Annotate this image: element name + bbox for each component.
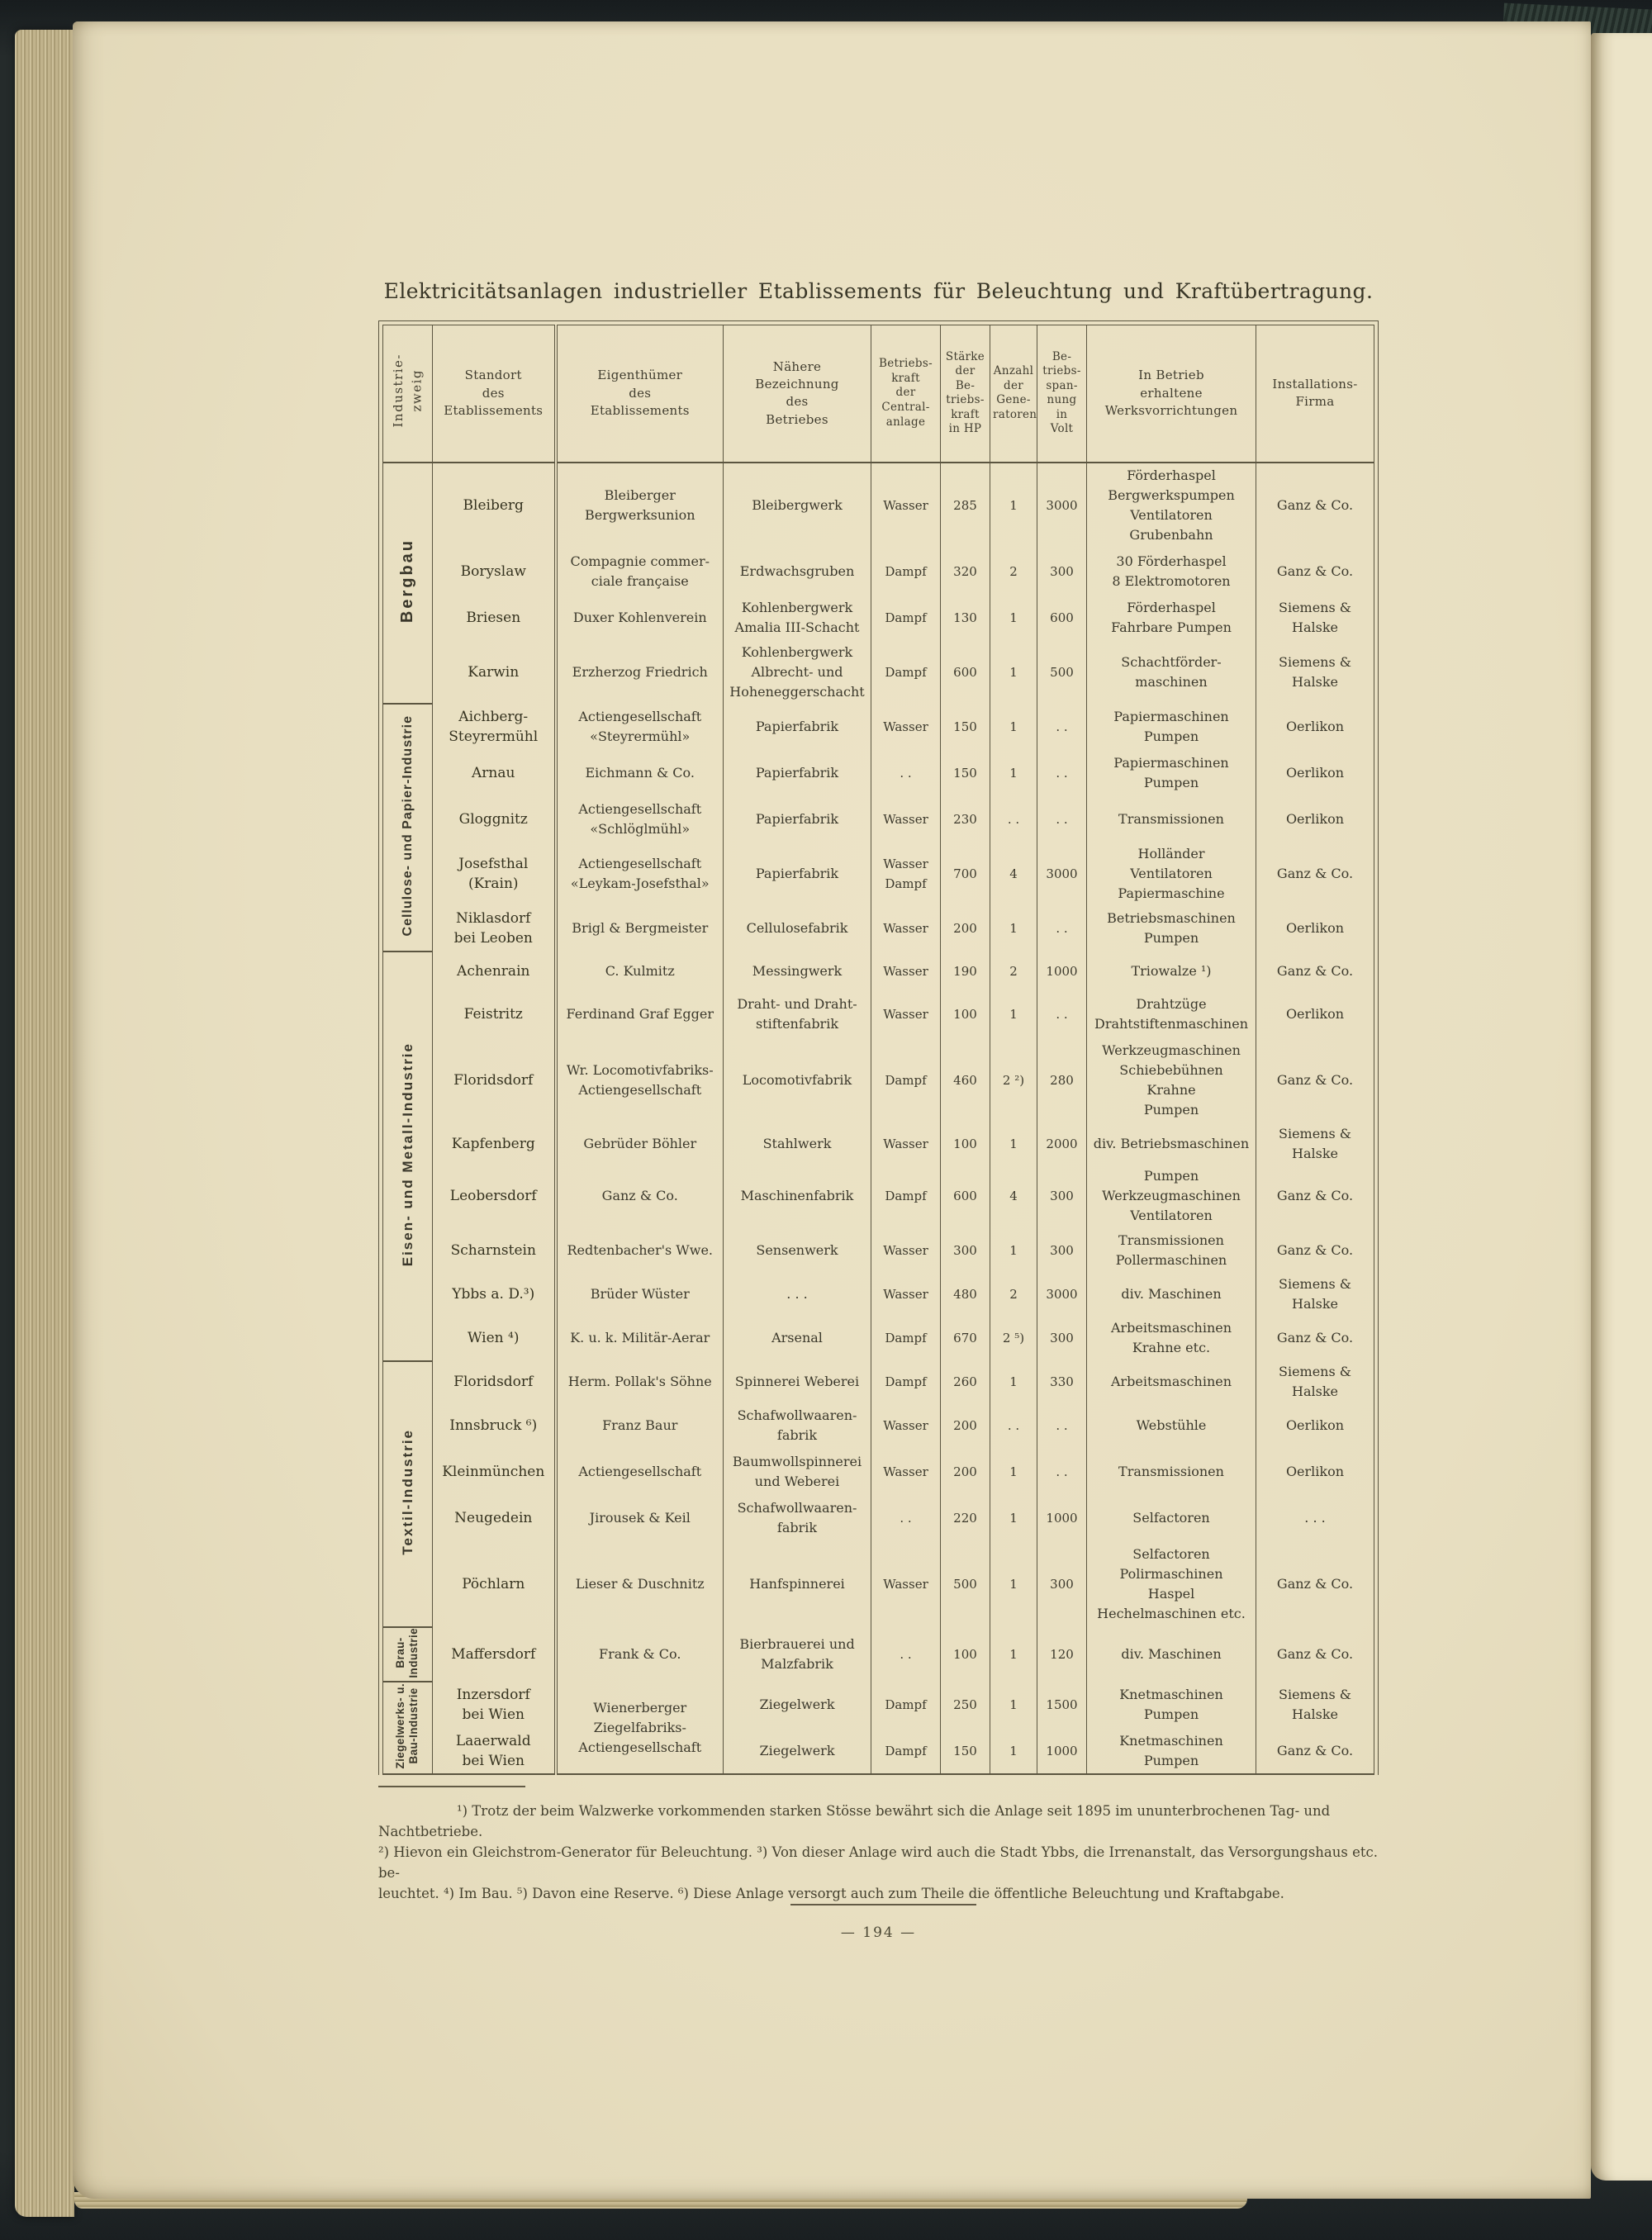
cell-bezeichnung: Draht- und Draht- stiftenfabrik xyxy=(724,991,871,1037)
table-row xyxy=(383,952,1374,991)
cell-volt: 3000 xyxy=(1037,842,1087,905)
cell-hp: 670 xyxy=(941,1315,990,1361)
cell-eigenthuemer: Actiengesellschaft «Leykam-Josefsthal» xyxy=(556,842,724,905)
cell-werksvorrichtungen: Transmissionen xyxy=(1087,796,1256,842)
cell-betriebskraft: Wasser xyxy=(871,1227,941,1274)
cell-eigenthuemer: Bleiberger Bergwerksunion xyxy=(556,463,724,548)
cell-standort: Kapfenberg xyxy=(433,1123,556,1165)
cell-hp: 460 xyxy=(941,1037,990,1123)
cell-hp: 600 xyxy=(941,641,990,704)
industry-table-frame xyxy=(378,320,1379,1775)
cell-volt: . . xyxy=(1037,704,1087,750)
cell-generatoren: 1 xyxy=(990,704,1037,750)
page-number: — 194 — xyxy=(840,1924,917,1941)
cell-betriebskraft: Wasser xyxy=(871,991,941,1037)
cell-standort: Neugedein xyxy=(433,1495,556,1541)
cell-generatoren: 1 xyxy=(990,1227,1037,1274)
cell-bezeichnung: Bierbrauerei und Malzfabrik xyxy=(724,1627,871,1682)
column-header-betriebskraft: Betriebs- kraft der Central- anlage xyxy=(871,325,941,463)
cell-generatoren: 1 xyxy=(990,991,1037,1037)
cell-betriebskraft: . . xyxy=(871,1495,941,1541)
cell-werksvorrichtungen: Betriebsmaschinen Pumpen xyxy=(1087,905,1256,952)
table-row xyxy=(383,1037,1374,1123)
table-row xyxy=(383,595,1374,641)
cell-eigenthuemer: Compagnie commer- ciale française xyxy=(556,548,724,595)
cell-werksvorrichtungen: Triowalze ¹) xyxy=(1087,952,1256,991)
cell-generatoren: 2 ²) xyxy=(990,1037,1037,1123)
cell-eigenthuemer: Brüder Wüster xyxy=(556,1274,724,1315)
cell-betriebskraft: Wasser Dampf xyxy=(871,842,941,905)
cell-volt: 1000 xyxy=(1037,952,1087,991)
cell-standort: Innsbruck ⁶) xyxy=(433,1402,556,1449)
cell-firma: Ganz & Co. xyxy=(1256,1037,1374,1123)
cell-firma: Siemens & Halske xyxy=(1256,1274,1374,1315)
cell-firma: Ganz & Co. xyxy=(1256,952,1374,991)
cell-eigenthuemer: Duxer Kohlenverein xyxy=(556,595,724,641)
cell-bezeichnung: Schafwollwaaren- fabrik xyxy=(724,1402,871,1449)
cell-volt: 3000 xyxy=(1037,1274,1087,1315)
cell-eigenthuemer: K. u. k. Militär-Aerar xyxy=(556,1315,724,1361)
cell-generatoren: 1 xyxy=(990,1449,1037,1495)
cell-werksvorrichtungen: Selfactoren Polirmaschinen Haspel Hechelmaschinen etc. xyxy=(1087,1541,1256,1627)
cell-werksvorrichtungen: Drahtzüge Drahtstiftenmaschinen xyxy=(1087,991,1256,1037)
cell-betriebskraft: Wasser xyxy=(871,704,941,750)
cell-bezeichnung: Ziegelwerk xyxy=(724,1728,871,1774)
cell-volt: 600 xyxy=(1037,595,1087,641)
cell-eigenthuemer: Wienerberger Ziegelfabriks- Actiengesellschaft xyxy=(556,1682,724,1774)
cell-standort: Achenrain xyxy=(433,952,556,991)
cell-bezeichnung: . . . xyxy=(724,1274,871,1315)
cell-hp: 100 xyxy=(941,991,990,1037)
cell-standort: Josefsthal (Krain) xyxy=(433,842,556,905)
cell-firma: Ganz & Co. xyxy=(1256,1315,1374,1361)
group-label-text: Cellulose- und Papier-Industrie xyxy=(400,714,415,937)
cell-volt: 300 xyxy=(1037,1541,1087,1627)
cell-firma: Ganz & Co. xyxy=(1256,842,1374,905)
cell-hp: 200 xyxy=(941,1449,990,1495)
cell-standort: Leobersdorf xyxy=(433,1165,556,1227)
cell-hp: 130 xyxy=(941,595,990,641)
cell-bezeichnung: Papierfabrik xyxy=(724,796,871,842)
table-row xyxy=(383,1627,1374,1682)
cell-eigenthuemer: Redtenbacher's Wwe. xyxy=(556,1227,724,1274)
cell-betriebskraft: Wasser xyxy=(871,905,941,952)
cell-betriebskraft: Wasser xyxy=(871,1402,941,1449)
table-row xyxy=(383,1449,1374,1495)
page-title: Elektricitätsanlagen industrieller Etablissements für Beleuchtung und Kraftübertragung. xyxy=(383,279,1374,303)
cell-generatoren: . . xyxy=(990,796,1037,842)
cell-firma: Oerlikon xyxy=(1256,905,1374,952)
cell-werksvorrichtungen: Arbeitsmaschinen xyxy=(1087,1361,1256,1402)
table-row xyxy=(383,463,1374,548)
column-header-eigenthuemer: Eigenthümer des Etablissements xyxy=(556,325,724,463)
cell-bezeichnung: Papierfabrik xyxy=(724,704,871,750)
cell-bezeichnung: Schafwollwaaren- fabrik xyxy=(724,1495,871,1541)
cell-generatoren: 2 xyxy=(990,1274,1037,1315)
industry-table xyxy=(382,325,1374,1775)
cell-firma: . . . xyxy=(1256,1495,1374,1541)
cell-bezeichnung: Arsenal xyxy=(724,1315,871,1361)
page-stack-left-edge xyxy=(15,30,74,2217)
cell-generatoren: 1 xyxy=(990,641,1037,704)
cell-betriebskraft: Wasser xyxy=(871,1274,941,1315)
cell-firma: Siemens & Halske xyxy=(1256,595,1374,641)
facing-page-edge xyxy=(1591,33,1652,2181)
cell-werksvorrichtungen: Webstühle xyxy=(1087,1402,1256,1449)
cell-generatoren: 1 xyxy=(990,1627,1037,1682)
cell-hp: 220 xyxy=(941,1495,990,1541)
cell-firma: Ganz & Co. xyxy=(1256,1541,1374,1627)
cell-bezeichnung: Hanfspinnerei xyxy=(724,1541,871,1627)
cell-hp: 230 xyxy=(941,796,990,842)
cell-werksvorrichtungen: Transmissionen xyxy=(1087,1449,1256,1495)
cell-bezeichnung: Kohlenbergwerk Albrecht- und Hoheneggerschacht xyxy=(724,641,871,704)
cell-standort: Maffersdorf xyxy=(433,1627,556,1682)
cell-volt: 300 xyxy=(1037,1227,1087,1274)
cell-bezeichnung: Baumwollspinnerei und Weberei xyxy=(724,1449,871,1495)
cell-volt: 1000 xyxy=(1037,1495,1087,1541)
cell-volt: . . xyxy=(1037,905,1087,952)
cell-werksvorrichtungen: Arbeitsmaschinen Krahne etc. xyxy=(1087,1315,1256,1361)
cell-standort: Aichberg- Steyrermühl xyxy=(433,704,556,750)
cell-werksvorrichtungen: Knetmaschinen Pumpen xyxy=(1087,1728,1256,1774)
cell-betriebskraft: Wasser xyxy=(871,463,941,548)
cell-werksvorrichtungen: div. Maschinen xyxy=(1087,1274,1256,1315)
cell-standort: Floridsdorf xyxy=(433,1361,556,1402)
cell-bezeichnung: Erdwachsgruben xyxy=(724,548,871,595)
cell-standort: Feistritz xyxy=(433,991,556,1037)
table-row xyxy=(383,1728,1374,1774)
cell-firma: Ganz & Co. xyxy=(1256,1627,1374,1682)
cell-bezeichnung: Kohlenbergwerk Amalia III-Schacht xyxy=(724,595,871,641)
cell-hp: 500 xyxy=(941,1541,990,1627)
cell-bezeichnung: Papierfabrik xyxy=(724,842,871,905)
cell-volt: . . xyxy=(1037,796,1087,842)
cell-standort: Kleinmünchen xyxy=(433,1449,556,1495)
cell-hp: 285 xyxy=(941,463,990,548)
group-label-cellulose-papier xyxy=(383,704,433,952)
cell-firma: Oerlikon xyxy=(1256,1402,1374,1449)
group-label-brau xyxy=(383,1627,433,1682)
cell-generatoren: 4 xyxy=(990,842,1037,905)
group-label-eisen-metall xyxy=(383,952,433,1361)
cell-eigenthuemer: Herm. Pollak's Söhne xyxy=(556,1361,724,1402)
cell-eigenthuemer: Actiengesellschaft xyxy=(556,1449,724,1495)
cell-bezeichnung: Cellulosefabrik xyxy=(724,905,871,952)
column-header-installations-firma: Installations- Firma xyxy=(1256,325,1374,463)
cell-bezeichnung: Sensenwerk xyxy=(724,1227,871,1274)
cell-eigenthuemer: C. Kulmitz xyxy=(556,952,724,991)
cell-generatoren: 1 xyxy=(990,595,1037,641)
cell-hp: 600 xyxy=(941,1165,990,1227)
cell-bezeichnung: Spinnerei Weberei xyxy=(724,1361,871,1402)
cell-betriebskraft: Dampf xyxy=(871,1682,941,1728)
table-row xyxy=(383,641,1374,704)
cell-volt: . . xyxy=(1037,1402,1087,1449)
cell-standort: Ybbs a. D.³) xyxy=(433,1274,556,1315)
cell-betriebskraft: Dampf xyxy=(871,1037,941,1123)
cell-standort: Karwin xyxy=(433,641,556,704)
cell-standort: Niklasdorf bei Leoben xyxy=(433,905,556,952)
table-row xyxy=(383,1682,1374,1728)
cell-eigenthuemer: Eichmann & Co. xyxy=(556,750,724,796)
cell-eigenthuemer: Frank & Co. xyxy=(556,1627,724,1682)
cell-werksvorrichtungen: Werkzeugmaschinen Schiebebühnen Krahne Pumpen xyxy=(1087,1037,1256,1123)
column-header-staerke-hp: Stärke der Be- triebs- kraft in HP xyxy=(941,325,990,463)
table-row xyxy=(383,1361,1374,1402)
table-row xyxy=(383,1123,1374,1165)
cell-hp: 250 xyxy=(941,1682,990,1728)
cell-volt: . . xyxy=(1037,1449,1087,1495)
cell-hp: 300 xyxy=(941,1227,990,1274)
table-row xyxy=(383,796,1374,842)
cell-standort: Floridsdorf xyxy=(433,1037,556,1123)
table-row xyxy=(383,905,1374,952)
cell-hp: 100 xyxy=(941,1627,990,1682)
cell-hp: 100 xyxy=(941,1123,990,1165)
cell-standort: Bleiberg xyxy=(433,463,556,548)
group-label-bergbau xyxy=(383,463,433,704)
cell-firma: Ganz & Co. xyxy=(1256,1227,1374,1274)
cell-hp: 480 xyxy=(941,1274,990,1315)
cell-generatoren: 1 xyxy=(990,463,1037,548)
cell-generatoren: 1 xyxy=(990,1728,1037,1774)
cell-werksvorrichtungen: div. Betriebsmaschinen xyxy=(1087,1123,1256,1165)
cell-hp: 190 xyxy=(941,952,990,991)
cell-standort: Boryslaw xyxy=(433,548,556,595)
cell-betriebskraft: Dampf xyxy=(871,548,941,595)
cell-werksvorrichtungen: 30 Förderhaspel 8 Elektromotoren xyxy=(1087,548,1256,595)
cell-firma: Ganz & Co. xyxy=(1256,1728,1374,1774)
group-label-text: Ziegelwerks- u. Bau-Industrie xyxy=(394,1683,420,1769)
cell-firma: Oerlikon xyxy=(1256,704,1374,750)
cell-werksvorrichtungen: Papiermaschinen Pumpen xyxy=(1087,704,1256,750)
cell-firma: Oerlikon xyxy=(1256,750,1374,796)
cell-firma: Ganz & Co. xyxy=(1256,548,1374,595)
cell-betriebskraft: Dampf xyxy=(871,641,941,704)
table-row xyxy=(383,750,1374,796)
cell-werksvorrichtungen: Transmissionen Pollermaschinen xyxy=(1087,1227,1256,1274)
table-row xyxy=(383,1274,1374,1315)
cell-generatoren: 1 xyxy=(990,750,1037,796)
cell-eigenthuemer: Ganz & Co. xyxy=(556,1165,724,1227)
cell-werksvorrichtungen: Förderhaspel Bergwerkspumpen Ventilatoren Grubenbahn xyxy=(1087,463,1256,548)
cell-generatoren: 2 ⁵) xyxy=(990,1315,1037,1361)
cell-eigenthuemer: Actiengesellschaft «Schlöglmühl» xyxy=(556,796,724,842)
cell-werksvorrichtungen: Selfactoren xyxy=(1087,1495,1256,1541)
footnotes: ¹) Trotz der beim Walzwerke vorkommenden starken Stösse bewährt sich die Anlage seit 1895 im ununterbrochenen Tag- und Nachtbetriebe. ²) Hievon ein Gleichstrom-Generator für Beleuchtung. ³) Von dieser Anlage wird auch die Stadt Ybbs, die Irrenanstalt, das Versorgungshaus etc. be- leuchtet. ⁴) Im Bau. ⁵) Davon eine Reserve. ⁶) Diese Anlage versorgt auch zum Theile die öffentliche Beleuchtung und Kraftabgabe. xyxy=(378,1803,1378,1901)
cell-betriebskraft: Wasser xyxy=(871,952,941,991)
cell-betriebskraft: . . xyxy=(871,1627,941,1682)
cell-volt: . . xyxy=(1037,750,1087,796)
cell-standort: Wien ⁴) xyxy=(433,1315,556,1361)
table-row xyxy=(383,1227,1374,1274)
header-row xyxy=(383,325,1374,463)
cell-firma: Oerlikon xyxy=(1256,796,1374,842)
footnote-separator-rule xyxy=(378,1786,525,1787)
cell-volt: 280 xyxy=(1037,1037,1087,1123)
cell-volt: 330 xyxy=(1037,1361,1087,1402)
cell-eigenthuemer: Franz Baur xyxy=(556,1402,724,1449)
cell-generatoren: 4 xyxy=(990,1165,1037,1227)
table-row xyxy=(383,991,1374,1037)
cell-betriebskraft: Wasser xyxy=(871,1449,941,1495)
cell-volt: 3000 xyxy=(1037,463,1087,548)
table-row xyxy=(383,548,1374,595)
cell-eigenthuemer: Wr. Locomotivfabriks- Actiengesellschaft xyxy=(556,1037,724,1123)
cell-werksvorrichtungen: div. Maschinen xyxy=(1087,1627,1256,1682)
table-row xyxy=(383,842,1374,905)
cell-hp: 200 xyxy=(941,905,990,952)
table-row xyxy=(383,1402,1374,1449)
column-header-industriezweig xyxy=(383,325,433,463)
cell-volt: 300 xyxy=(1037,548,1087,595)
cell-generatoren: 1 xyxy=(990,1361,1037,1402)
cell-firma: Oerlikon xyxy=(1256,991,1374,1037)
cell-werksvorrichtungen: Schachtförder- maschinen xyxy=(1087,641,1256,704)
cell-standort: Inzersdorf bei Wien xyxy=(433,1682,556,1728)
bottom-center-rule xyxy=(790,1904,976,1905)
cell-hp: 150 xyxy=(941,704,990,750)
cell-werksvorrichtungen: Pumpen Werkzeugmaschinen Ventilatoren xyxy=(1087,1165,1256,1227)
group-label-ziegelwerks-bau xyxy=(383,1682,433,1774)
cell-eigenthuemer: Jirousek & Keil xyxy=(556,1495,724,1541)
cell-hp: 260 xyxy=(941,1361,990,1402)
cell-bezeichnung: Messingwerk xyxy=(724,952,871,991)
cell-hp: 320 xyxy=(941,548,990,595)
cell-betriebskraft: Dampf xyxy=(871,595,941,641)
cell-generatoren: . . xyxy=(990,1402,1037,1449)
cell-standort: Pöchlarn xyxy=(433,1541,556,1627)
cell-generatoren: 1 xyxy=(990,905,1037,952)
cell-werksvorrichtungen: Förderhaspel Fahrbare Pumpen xyxy=(1087,595,1256,641)
table-row xyxy=(383,1315,1374,1361)
cell-betriebskraft: Wasser xyxy=(871,1123,941,1165)
cell-bezeichnung: Bleibergwerk xyxy=(724,463,871,548)
cell-volt: 1000 xyxy=(1037,1728,1087,1774)
cell-betriebskraft: Dampf xyxy=(871,1361,941,1402)
cell-eigenthuemer: Erzherzog Friedrich xyxy=(556,641,724,704)
cell-werksvorrichtungen: Knetmaschinen Pumpen xyxy=(1087,1682,1256,1728)
table-row xyxy=(383,1165,1374,1227)
cell-volt: 1500 xyxy=(1037,1682,1087,1728)
cell-standort: Scharnstein xyxy=(433,1227,556,1274)
cell-volt: 500 xyxy=(1037,641,1087,704)
table-row xyxy=(383,704,1374,750)
cell-firma: Siemens & Halske xyxy=(1256,1682,1374,1728)
column-header-industriezweig-label: Industrie- zweig xyxy=(391,354,425,428)
cell-eigenthuemer: Actiengesellschaft «Steyrermühl» xyxy=(556,704,724,750)
cell-bezeichnung: Ziegelwerk xyxy=(724,1682,871,1728)
cell-firma: Ganz & Co. xyxy=(1256,1165,1374,1227)
column-header-betriebsspannung: Be- triebs- span- nung in Volt xyxy=(1037,325,1087,463)
cell-eigenthuemer: Gebrüder Böhler xyxy=(556,1123,724,1165)
table-row xyxy=(383,1495,1374,1541)
column-header-anzahl-generatoren: Anzahl der Gene- ratoren xyxy=(990,325,1037,463)
cell-standort: Laaerwald bei Wien xyxy=(433,1728,556,1774)
cell-generatoren: 1 xyxy=(990,1123,1037,1165)
cell-betriebskraft: Wasser xyxy=(871,1541,941,1627)
cell-eigenthuemer: Lieser & Duschnitz xyxy=(556,1541,724,1627)
column-header-standort: Standort des Etablissements xyxy=(433,325,556,463)
cell-bezeichnung: Stahlwerk xyxy=(724,1123,871,1165)
cell-standort: Arnau xyxy=(433,750,556,796)
cell-firma: Siemens & Halske xyxy=(1256,641,1374,704)
cell-hp: 700 xyxy=(941,842,990,905)
table-row xyxy=(383,1541,1374,1627)
cell-standort: Gloggnitz xyxy=(433,796,556,842)
cell-werksvorrichtungen: Papiermaschinen Pumpen xyxy=(1087,750,1256,796)
cell-volt: 120 xyxy=(1037,1627,1087,1682)
cell-bezeichnung: Maschinenfabrik xyxy=(724,1165,871,1227)
cell-volt: . . xyxy=(1037,991,1087,1037)
group-label-text: Eisen- und Metall-Industrie xyxy=(399,1042,415,1267)
cell-generatoren: 1 xyxy=(990,1682,1037,1728)
cell-betriebskraft: Wasser xyxy=(871,796,941,842)
cell-eigenthuemer: Brigl & Bergmeister xyxy=(556,905,724,952)
cell-bezeichnung: Papierfabrik xyxy=(724,750,871,796)
cell-werksvorrichtungen: Holländer Ventilatoren Papiermaschine xyxy=(1087,842,1256,905)
cell-generatoren: 1 xyxy=(990,1495,1037,1541)
group-label-textil xyxy=(383,1361,433,1627)
cell-betriebskraft: Dampf xyxy=(871,1165,941,1227)
cell-betriebskraft: Dampf xyxy=(871,1315,941,1361)
column-header-werksvorrichtungen: In Betrieb erhaltene Werksvorrichtungen xyxy=(1087,325,1256,463)
group-label-text: Textil-Industrie xyxy=(399,1429,415,1555)
group-label-text: Brau- Industrie xyxy=(394,1627,420,1678)
cell-hp: 150 xyxy=(941,750,990,796)
cell-generatoren: 2 xyxy=(990,548,1037,595)
cell-hp: 150 xyxy=(941,1728,990,1774)
cell-firma: Ganz & Co. xyxy=(1256,463,1374,548)
cell-bezeichnung: Locomotivfabrik xyxy=(724,1037,871,1123)
cell-volt: 2000 xyxy=(1037,1123,1087,1165)
group-label-text: Bergbau xyxy=(398,539,416,624)
cell-volt: 300 xyxy=(1037,1315,1087,1361)
cell-eigenthuemer: Ferdinand Graf Egger xyxy=(556,991,724,1037)
cell-standort: Briesen xyxy=(433,595,556,641)
cell-firma: Siemens & Halske xyxy=(1256,1361,1374,1402)
cell-firma: Oerlikon xyxy=(1256,1449,1374,1495)
cell-volt: 300 xyxy=(1037,1165,1087,1227)
cell-generatoren: 1 xyxy=(990,1541,1037,1627)
cell-betriebskraft: . . xyxy=(871,750,941,796)
cell-betriebskraft: Dampf xyxy=(871,1728,941,1774)
column-header-bezeichnung: Nähere Bezeichnung des Betriebes xyxy=(724,325,871,463)
cell-hp: 200 xyxy=(941,1402,990,1449)
cell-firma: Siemens & Halske xyxy=(1256,1123,1374,1165)
cell-generatoren: 2 xyxy=(990,952,1037,991)
